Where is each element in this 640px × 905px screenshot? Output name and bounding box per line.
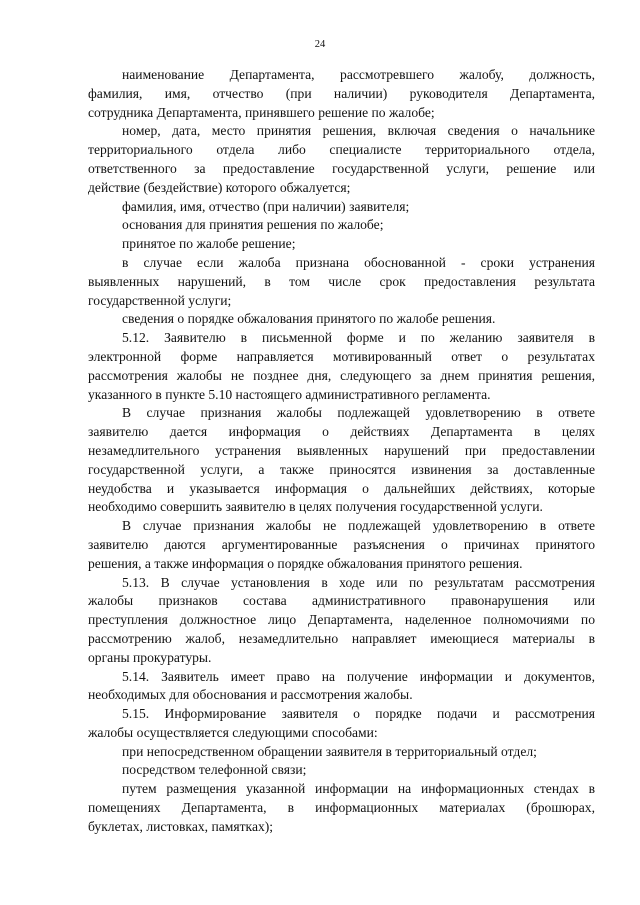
text-line: 5.12. Заявителю в письменной форме и по желанию заявителя в — [122, 330, 595, 346]
text-line: В случае признания жалобы подлежащей удовлетворению в ответе — [122, 405, 595, 421]
text-line: государственной услуги, а также приносятся извинения за доставленные — [88, 461, 595, 477]
text-line: сотрудника Департамента, принявшего решение по жалобе; — [88, 104, 435, 120]
text-line: решения, а также информация о порядке обжалования принятого решения. — [88, 555, 523, 571]
text-line: сведения о порядке обжалования принятого по жалобе решения. — [122, 311, 496, 327]
text-line: буклетах, листовках, памятках); — [88, 818, 274, 834]
text-line: номер, дата, место принятия решения, включая сведения о начальнике — [122, 123, 595, 139]
text-line: принятое по жалобе решение; — [122, 236, 296, 252]
text-line: органы прокуратуры. — [88, 649, 212, 665]
text-line: указанного в пункте 5.10 настоящего административного регламента. — [88, 386, 491, 402]
text-line: неудобства и указывается информация о дальнейших действиях, которые — [88, 480, 595, 496]
text-line: основания для принятия решения по жалобе; — [122, 217, 384, 233]
page-number: 24 — [314, 39, 326, 50]
text-line: действие (бездействие) которого обжалуется; — [88, 179, 351, 195]
text-line: жалобы осуществляется следующими способами: — [88, 724, 378, 740]
document-body — [88, 66, 595, 837]
text-line: помещениях Департамента, в информационных материалах (брошюрах, — [88, 800, 595, 816]
text-line: преступления должностное лицо Департамента, наделенное полномочиями по — [88, 612, 595, 628]
text-line: 5.15. Информирование заявителя о порядке подачи и рассмотрения — [122, 706, 595, 722]
text-line: государственной услуги; — [88, 292, 232, 308]
text-line: фамилия, имя, отчество (при наличии) заявителя; — [122, 198, 410, 214]
text-line: территориального отдела либо специалисте территориального отдела, — [88, 142, 595, 158]
text-line: рассмотрения жалобы не позднее дня, следующего за днем принятия решения, — [88, 367, 595, 383]
text-line: незамедлительного устранения выявленных нарушений при предоставлении — [88, 442, 595, 458]
text-line: необходимо совершить заявителю в целях получения государственной услуги. — [88, 499, 543, 515]
text-line: ответственного за предоставление государственной услуги, решение или — [88, 160, 595, 176]
text-line: 5.14. Заявитель имеет право на получение информации и документов, — [122, 668, 595, 684]
text-line: в случае если жалоба признана обоснованной - сроки устранения — [122, 254, 595, 270]
text-line: заявителю дается информация о действиях Департамента в целях — [88, 424, 595, 440]
text-line: наименование Департамента, рассмотревшего жалобу, должность, — [122, 67, 595, 82]
text-line: заявителю даются аргументированные разъяснения о причинах принятого — [88, 536, 595, 552]
text-line: посредством телефонной связи; — [122, 762, 307, 778]
text-line: 5.13. В случае установления в ходе или по результатам рассмотрения — [122, 574, 595, 590]
text-line: фамилия, имя, отчество (при наличии) руководителя Департамента, — [88, 85, 595, 101]
text-line: путем размещения указанной информации на информационных стендах в — [122, 781, 595, 797]
text-line: электронной форме направляется мотивированный ответ о результатах — [88, 348, 595, 364]
text-line: В случае признания жалобы не подлежащей удовлетворению в ответе — [122, 518, 595, 534]
text-line: жалобы признаков состава административного правонарушения или — [88, 593, 595, 609]
text-line: при непосредственном обращении заявителя в территориальный отдел; — [122, 743, 537, 759]
text-line: выявленных нарушений, в том числе срок предоставления результата — [88, 273, 595, 289]
text-line: рассмотрению жалоб, незамедлительно направляет имеющиеся материалы в — [88, 630, 595, 646]
text-line: необходимых для обоснования и рассмотрения жалобы. — [88, 687, 413, 703]
